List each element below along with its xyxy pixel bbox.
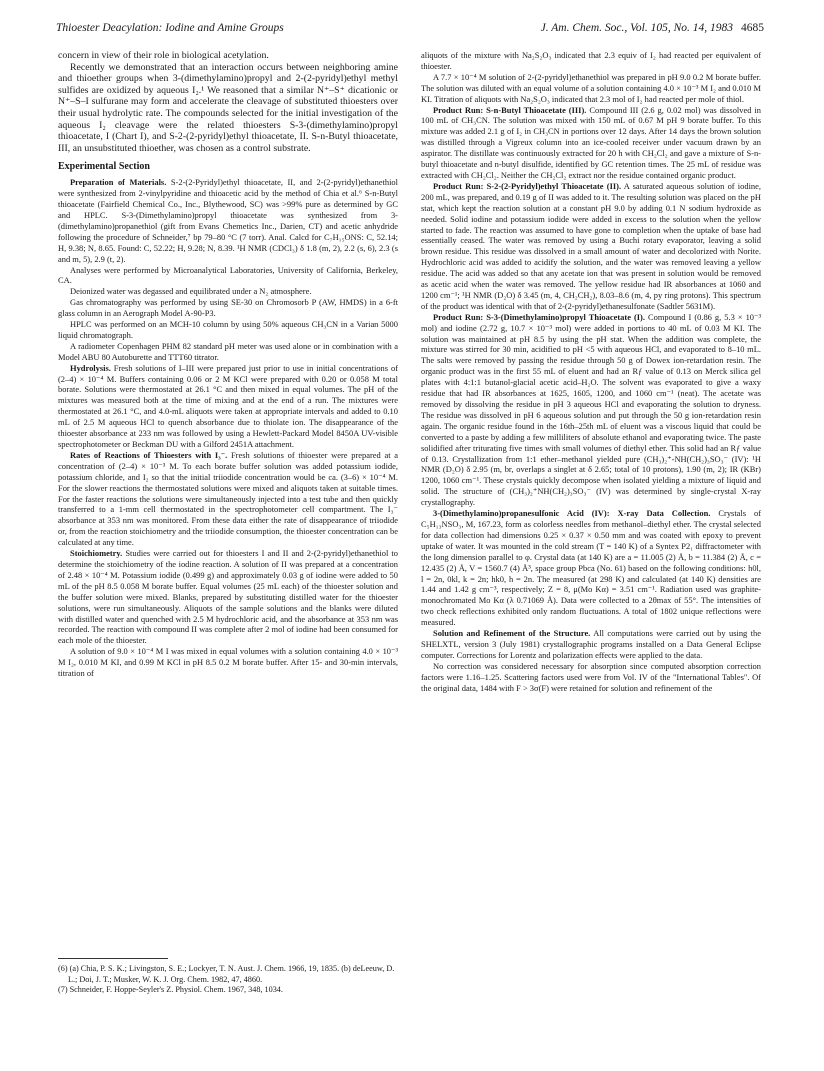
run-in-heading: Rates of Reactions of Thioesters with I₃⁻.: [70, 449, 228, 460]
run-in-heading: Product Run: S-n-Butyl Thioacetate (III).: [433, 104, 587, 115]
paragraph-body: Studies were carried out for thioesters I and II and 2-(2-pyridyl)ethanethiol to determine the stoichiometry of the iodine reaction. A solution of II was prepared at a concentration of 2.48 × 10⁻⁴ M. Potassium iodide (0.499 g) and approximately 0.03 g of iodine were added to 50 mL of the pH 8.5 0.058 M borate buffer. Equal volumes (25 mL each) of the thioester solution and the buffer solution were mixed. Blanks, prepared by substituting distilled water for the thioester solutions, were run simultaneously. Aliquots of the sample solutions and the blanks were diluted with distilled water and quenched with 2.5 M hydrochloric acid, and the absorbance at 353 nm was recorded. The reaction with compound II was complete after 2 mol of iodine had been consumed for each mole of the thioester.: [58, 548, 398, 646]
journal-name: J. Am. Chem. Soc., Vol. 105, No. 14, 1983: [540, 22, 733, 34]
run-in-heading: Preparation of Materials.: [70, 177, 167, 188]
paragraph-ph-meter: A radiometer Copenhagen PHM 82 standard pH meter was used alone or in combination with a Model ABU 80 Autoburette and TTT60 titrator.: [58, 340, 398, 362]
footnotes: [58, 958, 398, 996]
paragraph-analyses: Analyses were performed by Microanalytical Laboratories, University of California, Berkeley, CA.: [58, 264, 398, 286]
paragraph-thiol: A 7.7 × 10⁻⁴ M solution of 2-(2-pyridyl)ethanethiol was prepared in pH 9.0 0.2 M borate buffer. The solution was diluted with an equal volume of a solution containing 4.0 × 10⁻³ M I₂ and 0.010 M KI. Titration of aliquots with Na₂S₂O₃ indicated that 2.3 mol of I₂ had reacted per mole of thiol.: [421, 71, 761, 104]
left-column: [58, 50, 398, 679]
paragraph-body: S-2-(2-Pyridyl)ethyl thioacetate, II, and 2-(2-pyridyl)ethanethiol were synthesized from 2-vinylpyridine and thioacetic acid by the method of Chia et al.⁶ S-n-Butyl thioacetate (Fairfield Chemical Co., Inc., Blythewood, SC) was >99% pure as determined by GC and HPLC. S-3-(Dimethylamino)propyl thioacetate was synthesized from 3-(dimethylamino)propanethiol (gift from Evans Chemetics Inc., Darien, CT) and acetic anhydride following the procedure of Schneider,⁷ bp 79–80 °C (7 torr). Anal. Calcd for C₇H₁₅ONS: C, 52.14; H, 9.38; N, 8.65. Found: C, 52.22; H, 9.28; N, 8.39. ¹H NMR (CDCl₃) δ 1.8 (m, 2), 2.2 (s, 6), 2.3 (s and m, 5), 2.9 (t, 2).: [58, 177, 398, 264]
footnote-rule: [58, 958, 168, 959]
paragraph-solution-refinement: [421, 628, 761, 661]
paragraph-product-run-iii: [421, 105, 761, 181]
running-header: [56, 20, 764, 36]
paragraph-rates: [58, 450, 398, 548]
paragraph-hydrolysis: [58, 363, 398, 450]
section-title: Experimental Section: [58, 161, 150, 173]
paragraph-product-run-ii: [421, 181, 761, 312]
paragraph-stoichiometry: [58, 548, 398, 646]
paragraph-body: Fresh solutions of thioester were prepared at a concentration of (2–4) × 10⁻³ M. To each borate buffer solution was added potassium iodide, potassium chloride, and I₂ so that the initial triiodide concentration would be ca. (3–6) × 10⁻⁴ M. For the slower reactions the thermostated solutions were mixed and aliquots taken at suitable times. For the faster reactions the solutions were simultaneously injected into a test tube and then quickly transferred to a 1-mm cell thermostated in the spectrophotometer cell compartment. The I₃⁻ absorbance at 353 nm was monitored. From these data either the rate of disappearance of triiodide or, from the reaction stoichiometry and the triiodide consumption, the thioester concentration can be calculated at any time.: [58, 449, 398, 548]
journal-citation: [541, 20, 764, 36]
paragraph-water: Deionized water was degassed and equilibrated under a N₂ atmosphere.: [70, 286, 312, 297]
paragraph-gc: Gas chromatography was performed by using SE-30 on Chromosorb P (AW, HMDS) in a 6-ft glass column in an Aerograph Model A-90-P3.: [58, 297, 398, 319]
paragraph-absorption: No correction was considered necessary for absorption since computed absorption correction factors were 1.16–1.25. Scattering factors used were from Vol. IV of the "International Tables". Of the original data, 1484 with F > 3σ(F) were retained for solution and refinement of the: [421, 660, 761, 693]
run-in-heading: Product Run: S-2-(2-Pyridyl)ethyl Thioacetate (II).: [433, 180, 622, 191]
paragraph-product-run-i: [421, 312, 761, 508]
paragraph-continuation: aliquots of the mixture with Na₂S₂O₃ indicated that 2.3 equiv of I₂ had reacted per equivalent of thioester.: [421, 50, 761, 71]
intro-paragraph: Recently we demonstrated that an interaction occurs between neighboring amine and thioether groups when 3-(dimethylamino)propyl and 2-(2-pyridyl)ethyl methyl sulfides are oxidized by aqueous I₂.¹ We reasoned that a similar N⁺–S⁺ dicationic or N⁺–S–I sulfurane may form and accelerate the cleavage of substituted thioesters over their usual hydrolytic rate. The compounds selected for the initial investigation of the aqueous I₂ cleavage were the related thioesters S-3-(dimethylamino)propyl thioacetate, I (Chart I), and S-2-(2-pyridyl)ethyl thioacetate, II. S-n-Butyl thioacetate, III, an unsubstituted thioether, was chosen as a control substrate.: [58, 61, 398, 154]
footnote-6: (6) (a) Chia, P. S. K.; Livingston, S. E.; Lockyer, T. N. Aust. J. Chem. 1966, 19, 1835. (b) deLeeuw, D. L.; Doi, J. T.; Musker, W. K. J. Org. Chem. 1982, 47, 4860.: [58, 964, 395, 984]
paragraph-xray: [421, 508, 761, 628]
paragraph-preparation: [58, 177, 398, 264]
paragraph-body: Fresh solutions of I–III were prepared just prior to use in initial concentrations of (2–4) × 10⁻⁴ M. Buffers containing 0.06 or 2 M KCl were prepared with 0.20 or 0.058 M total borate. Solutions were thermostated at 26.1 °C and then mixed in equal volumes. The pH of the mixtures was measured both at the time of mixing and at the end of a run. The mixtures were thermostated at 26.1 °C, and 4.0-mL aliquots were taken at appropriate intervals and added to 0.10 mL of 2.5 M aqueous HCl to quench absorbance due to thiolate ion. The disappearance of the thioester absorbance at 233 nm was followed by using a Hewlett-Packard Model 8450A UV-visible spectrophotometer or Beckman DU with a Gilford 2451A attachment.: [58, 362, 398, 449]
paragraph-body: A saturated aqueous solution of iodine, 200 mL, was prepared, and 0.19 g of II was added to it. The resulting solution was placed on the pH stat, which kept the reaction solution at a constant pH 9.0 by adding 0.1 N sodium hydroxide as needed. Solid iodine and potassium iodide were added in excess to the solution when the yellow started to fade. The reaction was assumed to have gone to completion when the uptake of base had essentially ceased. The water was removed by using a Buchi rotary evaporator, leaving a solid brown residue. This residue was dissolved in a small amount of water and decolorized with Norite. Hydrochloric acid was added to acidify the solution, and the water was removed leaving a yellow residue. The acid was added so that any acetate ion that was present in solution would be removed as acetic acid when the water was removed. The yellow residue had IR absorbances at 1060 and 1200 cm⁻¹; ¹H NMR (D₂O) δ 3.45 (m, 4, CH₂CH₂), 8.03–8.6 (m, 4, py ring protons). This spectrum of the product was identical with that of 2-(2-pyridyl)ethanesulfonate (Sadtler 5631M).: [421, 180, 762, 311]
paragraph-hplc: HPLC was performed on an MCH-10 column by using 50% aqueous CH₃CN in a Varian 5000 liquid chromatograph.: [58, 319, 398, 340]
paragraph-body: All computations were carried out by using the SHELXTL, version 3 (July 1981) crystallographic programs installed on a Data General Eclipse computer. Corrections for Lorentz and polarization effects were applied to the data.: [421, 628, 761, 660]
paragraph-body: Compound I (0.86 g, 5.3 × 10⁻³ mol) and iodine (2.72 g, 10.7 × 10⁻³ mol) were added in portions to 40 mL of 0.03 M KI. The solution was maintained at pH 8.5 by using the pH stat. When the addition was complete, the mixture was stirred for 30 min, acidified to pH <5 with aqueous HCl, and evaporated to 8–10 mL. The salts were removed by passing the residue through 50 g of Dowex ion-retardation resin. The organic product was in the first 55 mL of eluent and had an Rƒ value of 0.13 on Merck silica gel plates with 4:1:1 butanol-glacial acetic acid–H₂O. The solvent was evaporated to give a waxy residue that had IR absorbances at 1625, 1605, 1200, and 1060 cm⁻¹ (neat). The acetate was removed by dissolving the residue in pH 3 aqueous HCl and evaporating the solution to dryness. The residue was dissolved in pH 6 aqueous solution and put through the 50 g ion-retardation resin again. The organic residue found in the 16th–25th mL of eluent was a viscous liquid that could be converted to a paste by adding a few milliliters of absolute ethanol and evaporating twice. The paste solidified after triturating five times with small volumes of diethyl ether. This solid had an Rƒ value of 0.13. Crystallization from 1:1 ether–methanol yielded pure (CH₃)₂⁺-NH(CH₂)₃SO₃⁻ (IV): ¹H NMR (D₂O) δ 2.95 (m, br, overlaps a singlet at δ 2.65; total of 10 protons), 1.90 (m, 2); IR (KBr) 1200, 1060 cm⁻¹. These crystals quickly decompose when isolated yielding a mixture of liquid and solid. The structure of (CH₃)₂⁺NH(CH₂)₃SO₃⁻ (IV) was determined by single-crystal X-ray crystallography.: [421, 311, 761, 508]
paragraph-body: Compound III (2.6 g, 0.02 mol) was dissolved in 100 mL of CH₃CN. The solution was mixed with 150 mL of 0.67 M pH 9 borate buffer. To this mixture was added 2.1 g of I₂ in CH₃CN in portions over 12 days. After 14 days the brown solution was distilled through a Vigreux column into an ice-cooled receiver under vacuum drawn by an aspirator. The distillate was continuously extracted for 20 h with CH₂Cl₂ and gave a mixture of S-n-butyl thioacetate and n-butyl disulfide, identified by GC retention times. The 25 mL of residue was extracted with CH₂Cl₂. Neither the CH₂Cl₂ extract nor the residue contained organic product.: [421, 104, 761, 180]
paragraph-solution: A solution of 9.0 × 10⁻⁴ M I was mixed in equal volumes with a solution containing 4.0 × 10⁻³ M I₂, 0.010 M KI, and 0.99 M KCl in pH 8.5 0.2 M borate buffer. After 15- and 30-min intervals, titration of: [58, 646, 398, 679]
page-number: 4685: [741, 22, 764, 34]
run-in-heading: Solution and Refinement of the Structure.: [433, 628, 591, 639]
paragraph-body: Crystals of C₅H₁₃NSO₃, M, 167.23, form as colorless needles from methanol–diethyl ether. The crystal selected for data collection had dimensions 0.25 × 0.37 × 0.50 mm and was coated with epoxy to prevent uptake of water. It was mounted in the cold stream (T = 140 K) of a Syntex P2₁ diffractometer with the long dimension parallel to φ. Crystal data (at 140 K) are a = 11.005 (2) Å, b = 11.384 (2) Å, c = 12.435 (2) Å, V = 1560.7 (4) Å³, space group Pbca (No. 61) based on the following conditions: h0l, l = 2n, 0kl, k = 2n; hk0, h = 2n. The measured (at 298 K) and calculated (at 140 K) densities are 1.44 and 1.42 g cm⁻³, respectively; Z = 8, μ(Mo Kα) = 3.51 cm⁻¹. Radiation used was graphite-monochromated Mo Kα (λ 0.71069 Å). Data were collected to a 2θmax of 55°. The intensities of two check reflections exhibited only random fluctuations. A total of 1802 unique reflections were measured.: [421, 508, 762, 628]
intro-continuation: concern in view of their role in biological acetylation.: [58, 50, 269, 61]
run-in-heading: Hydrolysis.: [70, 362, 111, 373]
footnote-7: (7) Schneider, F. Hoppe-Seyler's Z. Physiol. Chem. 1967, 348, 1034.: [58, 985, 283, 995]
run-in-heading: 3-(Dimethylamino)propanesulfonic Acid (IV): X-ray Data Collection.: [433, 508, 711, 519]
run-in-heading: Product Run: S-3-(Dimethylamino)propyl Thioacetate (I).: [433, 311, 645, 322]
run-in-heading: Stoichiometry.: [70, 548, 123, 559]
right-column: [421, 50, 761, 693]
running-title: Thioester Deacylation: Iodine and Amine Groups: [56, 22, 284, 34]
